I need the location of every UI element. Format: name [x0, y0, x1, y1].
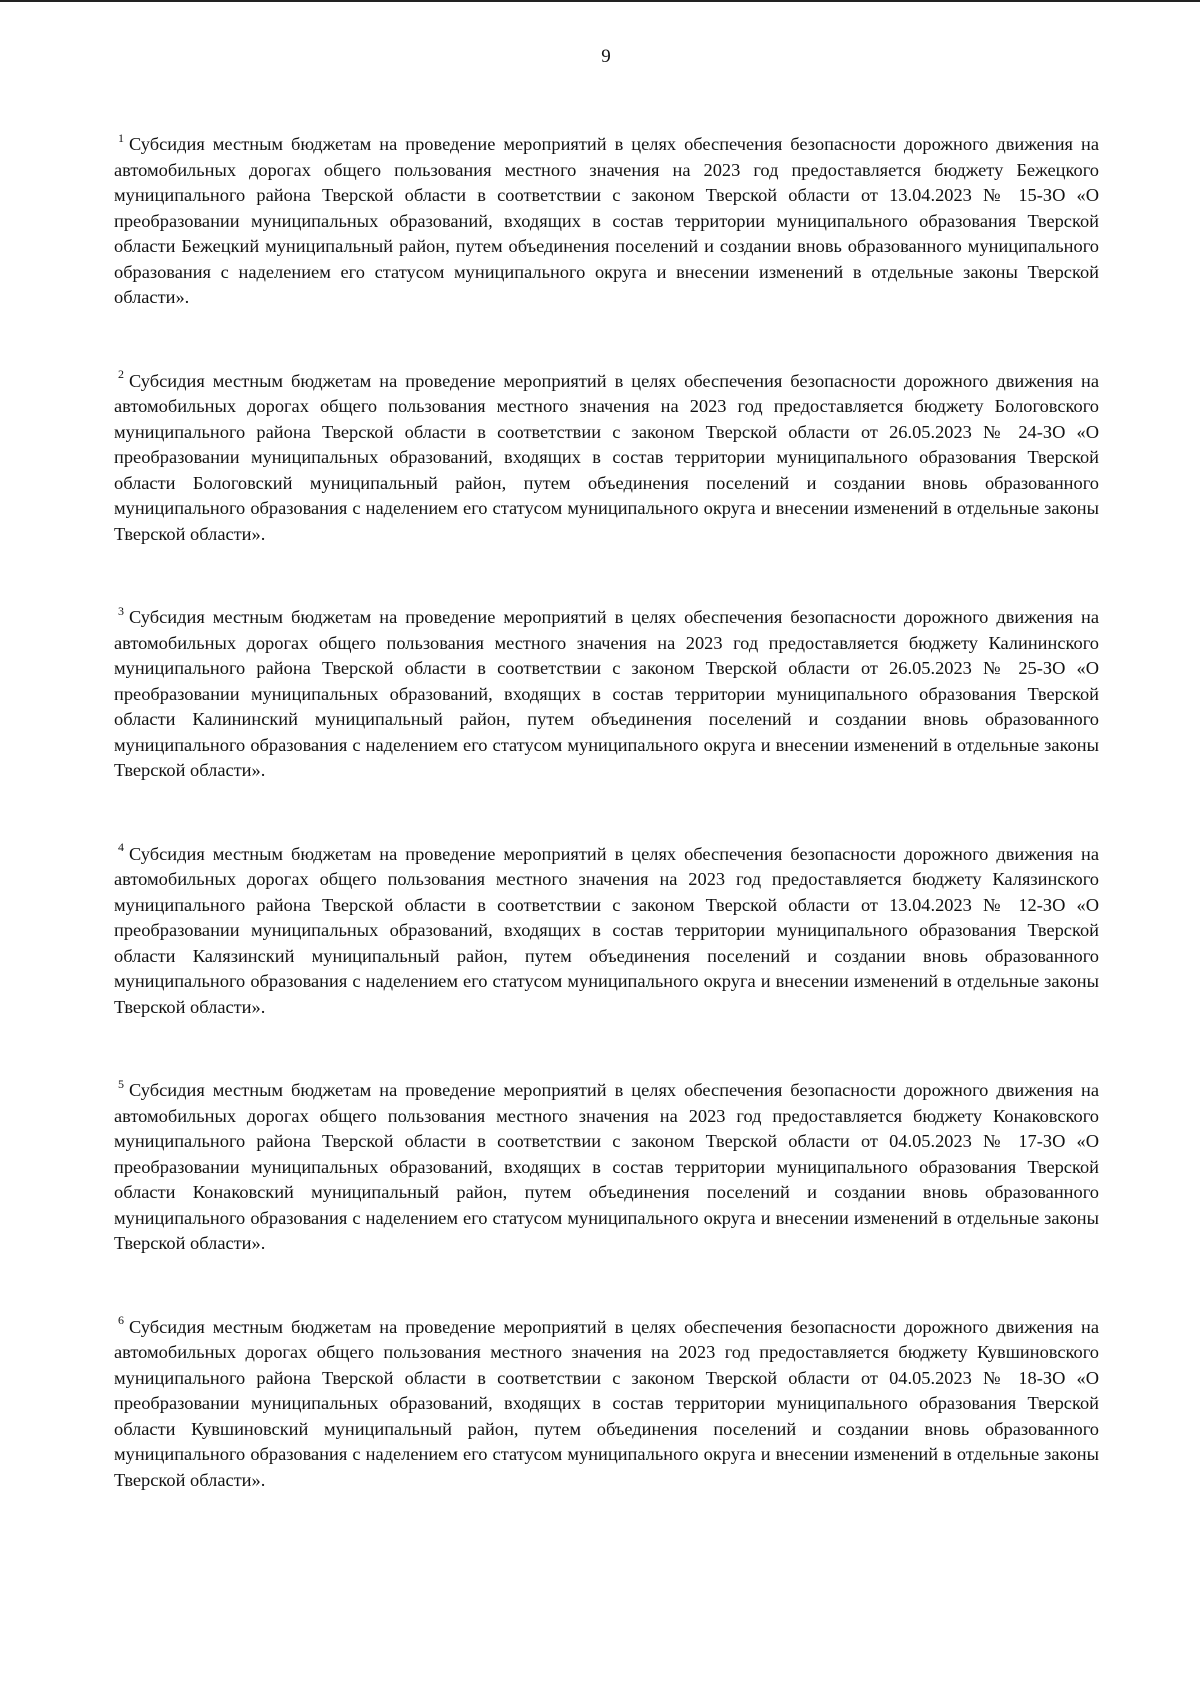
footnote-text: Субсидия местным бюджетам на проведение мероприятий в целях обеспечения безопасности дорожного движения на автомобильных дорогах общего пользования местного значения на 2023 год предоставляется бюджету Бежецкого муниципального района Тверской области в соответствии с законом Тверской области от 13.04.2023 № 15-ЗО «О преобразовании муниципальных образований, входящих в состав территории муниципального образования Тверской области Бежецкий муниципальный район, путем объединения поселений и создании вновь образованного муниципального образования с наделением его статусом муниципального округа и внесении изменений в отдельные законы Тверской области». — [114, 134, 1099, 307]
footnote-text: Субсидия местным бюджетам на проведение мероприятий в целях обеспечения безопасности дорожного движения на автомобильных дорогах общего пользования местного значения на 2023 год предоставляется бюджету Бологовского муниципального района Тверской области в соответствии с законом Тверской области от 26.05.2023 № 24-ЗО «О преобразовании муниципальных образований, входящих в состав территории муниципального образования Тверской области Бологовский муниципальный район, путем объединения поселений и создании вновь образованного муниципального образования с наделением его статусом муниципального округа и внесении изменений в отдельные законы Тверской области». — [114, 370, 1099, 544]
footnote-marker: 1 — [118, 130, 124, 145]
footnotes-section — [114, 132, 1099, 1493]
footnote-5 — [114, 1078, 1099, 1257]
footnote-marker: 6 — [118, 1313, 124, 1328]
footnote-1 — [114, 132, 1099, 311]
footnote-3 — [114, 605, 1099, 784]
footnote-text: Субсидия местным бюджетам на проведение мероприятий в целях обеспечения безопасности дорожного движения на автомобильных дорогах общего пользования местного значения на 2023 год предоставляется бюджету Калининского муниципального района Тверской области в соответствии с законом Тверской области от 26.05.2023 № 25-ЗО «О преобразовании муниципальных образований, входящих в состав территории муниципального образования Тверской области Калининский муниципальный район, путем объединения поселений и создании вновь образованного муниципального образования с наделением его статусом муниципального округа и внесении изменений в отдельные законы Тверской области». — [114, 607, 1099, 780]
footnote-text: Субсидия местным бюджетам на проведение мероприятий в целях обеспечения безопасности дорожного движения на автомобильных дорогах общего пользования местного значения на 2023 год предоставляется бюджету Калязинского муниципального района Тверской области в соответствии с законом Тверской области от 13.04.2023 № 12-ЗО «О преобразовании муниципальных образований, входящих в состав территории муниципального образования Тверской области Калязинский муниципальный район, путем объединения поселений и создании вновь образованного муниципального образования с наделением его статусом муниципального округа и внесении изменений в отдельные законы Тверской области». — [114, 843, 1099, 1017]
scan-top-edge — [0, 0, 1200, 2]
footnote-4 — [114, 842, 1099, 1021]
footnote-marker: 5 — [118, 1076, 124, 1091]
footnote-marker: 4 — [118, 840, 124, 855]
footnote-6 — [114, 1315, 1099, 1494]
footnote-text: Субсидия местным бюджетам на проведение мероприятий в целях обеспечения безопасности дорожного движения на автомобильных дорогах общего пользования местного значения на 2023 год предоставляется бюджету Кувшиновского муниципального района Тверской области в соответствии с законом Тверской области от 04.05.2023 № 18-ЗО «О преобразовании муниципальных образований, входящих в состав территории муниципального образования Тверской области Кувшиновский муниципальный район, путем объединения поселений и создании вновь образованного муниципального образования с наделением его статусом муниципального округа и внесении изменений в отдельные законы Тверской области». — [114, 1316, 1099, 1490]
footnote-marker: 3 — [118, 603, 124, 618]
footnote-2 — [114, 369, 1099, 548]
footnote-marker: 2 — [118, 367, 124, 382]
footnote-text: Субсидия местным бюджетам на проведение мероприятий в целях обеспечения безопасности дорожного движения на автомобильных дорогах общего пользования местного значения на 2023 год предоставляется бюджету Конаковского муниципального района Тверской области в соответствии с законом Тверской области от 04.05.2023 № 17-ЗО «О преобразовании муниципальных образований, входящих в состав территории муниципального образования Тверской области Конаковский муниципальный район, путем объединения поселений и создании вновь образованного муниципального образования с наделением его статусом муниципального округа и внесении изменений в отдельные законы Тверской области». — [114, 1080, 1099, 1253]
page-number: 9 — [601, 46, 611, 67]
